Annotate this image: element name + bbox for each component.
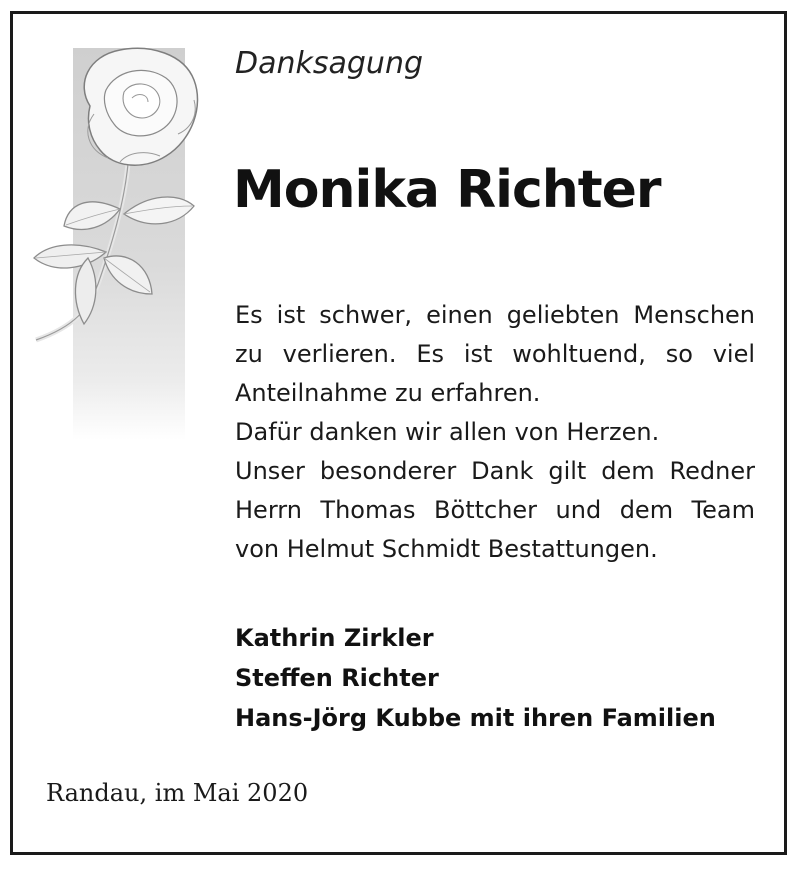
signer-name: Steffen Richter xyxy=(235,664,439,692)
message-line: Es ist schwer, einen geliebten Menschen xyxy=(235,301,755,329)
signer-name: Kathrin Zirkler xyxy=(235,624,434,652)
place-date: Randau, im Mai 2020 xyxy=(46,779,309,807)
signer-name: Hans-Jörg Kubbe mit ihren Familien xyxy=(235,704,716,732)
message-line: Herrn Thomas Böttcher und dem Team xyxy=(235,496,755,524)
message-line: Unser besonderer Dank gilt dem Redner xyxy=(235,457,755,485)
signers-list xyxy=(235,618,716,738)
message-line: Anteilnahme zu erfahren. xyxy=(235,379,541,407)
message-line: von Helmut Schmidt Bestattungen. xyxy=(235,535,658,563)
message-line: Dafür danken wir allen von Herzen. xyxy=(235,418,660,446)
message-line: zu verlieren. Es ist wohltuend, so viel xyxy=(235,340,755,368)
notice-heading: Danksagung xyxy=(235,46,423,81)
deceased-name: Monika Richter xyxy=(233,160,661,220)
rose-icon xyxy=(28,44,224,344)
thank-you-message xyxy=(235,296,755,569)
